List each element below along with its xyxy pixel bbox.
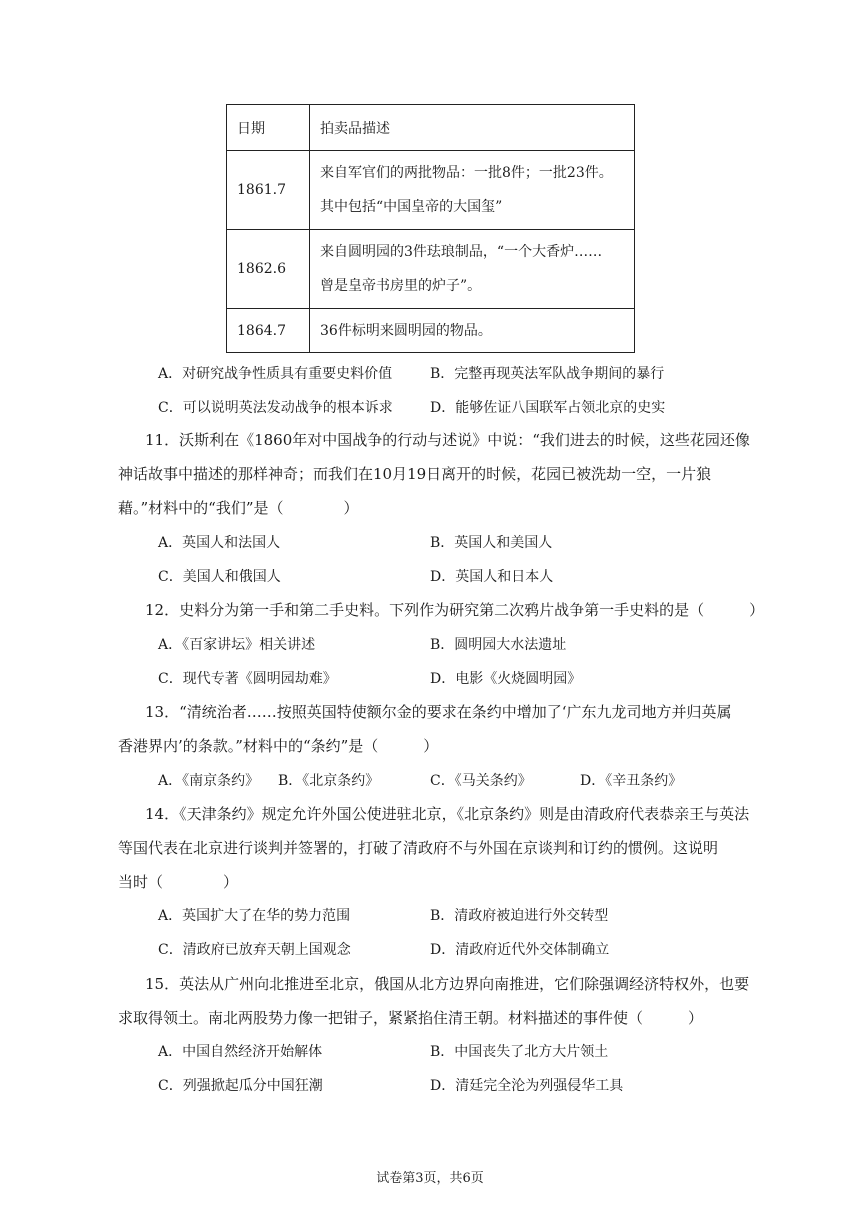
- q11-stem-line: 神话故事中描述的那样神奇；而我们在10月19日离开的时候，花园已被洗劫一空，一片狼: [118, 465, 712, 483]
- q12-option-a: A．《百家讲坛》相关讲述: [158, 637, 316, 653]
- table-cell-description: [310, 309, 635, 353]
- q14-stem-line: 当时（ ）: [118, 873, 239, 891]
- q11-option-d: D．英国人和日本人: [430, 569, 554, 585]
- q15-stem-line: 求取得领土。南北两股势力像一把钳子，紧紧掐住清王朝。材料描述的事件使（ ）: [118, 1009, 704, 1027]
- cell-text-line: 曾是皇帝书房里的炉子”。: [320, 278, 482, 294]
- q12-option-d: D．电影《火烧圆明园》: [430, 671, 582, 687]
- q12-stem-line: 12．史料分为第一手和第二手史料。下列作为研究第二次鸦片战争第一手史料的是（ ）: [145, 601, 765, 619]
- q13-stem-line: 香港界内’的条款。”材料中的“条约”是（ ）: [118, 737, 439, 755]
- q11-stem-line: 藉。”材料中的“我们”是（ ）: [118, 499, 359, 517]
- table-cell-description: [310, 151, 635, 230]
- q13-option-c: C．《马关条约》: [430, 773, 532, 789]
- cell-text-line: 来自军官们的两批物品：一批8件；一批23件。: [320, 165, 613, 181]
- q14-stem-line: 14．《天津条约》规定允许外国公使进驻北京，《北京条约》则是由清政府代表恭亲王与英法: [145, 805, 750, 823]
- table-row: [227, 151, 635, 230]
- cell-text-line: 来自圆明园的3件珐琅制品，“一个大香炉……: [320, 244, 603, 260]
- q10-option-c: C．可以说明英法发动战争的根本诉求: [158, 400, 393, 416]
- q11-option-c: C．美国人和俄国人: [158, 569, 281, 585]
- q11-option-a: A．英国人和法国人: [158, 535, 281, 551]
- q11-option-b: B．英国人和美国人: [430, 535, 553, 551]
- table-header-row: [227, 105, 635, 151]
- q13-option-d: D．《辛丑条约》: [580, 773, 683, 789]
- table-header-date: 日期: [227, 105, 310, 151]
- table-cell-date: 1861.7: [227, 151, 310, 230]
- q13-stem-line: 13．“清统治者……按照英国特使额尔金的要求在条约中增加了‘广东九龙司地方并归英属: [145, 703, 732, 721]
- q10-option-d: D．能够佐证八国联军占领北京的史实: [430, 400, 666, 416]
- table-row: [227, 230, 635, 309]
- q15-option-a: A．中国自然经济开始解体: [158, 1044, 323, 1060]
- q14-option-a: A．英国扩大了在华的势力范围: [158, 908, 351, 924]
- table-header-description: 拍卖品描述: [310, 105, 635, 151]
- q14-option-b: B．清政府被迫进行外交转型: [430, 908, 609, 924]
- q15-option-b: B．中国丧失了北方大片领土: [430, 1044, 609, 1060]
- table-row: [227, 309, 635, 353]
- q10-option-b: B．完整再现英法军队战争期间的暴行: [430, 366, 665, 382]
- q12-option-c: C．现代专著《圆明园劫难》: [158, 671, 337, 687]
- q14-option-c: C．清政府已放弃天朝上国观念: [158, 942, 351, 958]
- page-footer: 试卷第3页，共6页: [376, 1171, 484, 1186]
- cell-text-line: 36件标明来圆明园的物品。: [320, 322, 492, 339]
- table-cell-date: 1864.7: [227, 309, 310, 353]
- table-cell-date: 1862.6: [227, 230, 310, 309]
- q10-option-a: A．对研究战争性质具有重要史料价值: [158, 366, 393, 382]
- q14-stem-line: 等国代表在北京进行谈判并签署的，打破了清政府不与外国在京谈判和订约的惯例。这说明: [118, 839, 719, 857]
- q12-option-b: B．圆明园大水法遗址: [430, 637, 567, 653]
- q13-option-a: A．《南京条约》: [158, 773, 260, 789]
- table-cell-description: [310, 230, 635, 309]
- q15-option-c: C．列强掀起瓜分中国狂潮: [158, 1078, 323, 1094]
- q15-stem-line: 15．英法从广州向北推进至北京，俄国从北方边界向南推进，它们除强调经济特权外，也要: [145, 975, 750, 993]
- auction-table: [226, 104, 635, 353]
- q11-stem-line: 11．沃斯利在《1860年对中国战争的行动与述说》中说：“我们进去的时候，这些花园还像: [145, 431, 750, 449]
- cell-text-line: 其中包括“中国皇帝的大国玺”: [320, 199, 503, 215]
- q13-option-b: B．《北京条约》: [278, 773, 380, 789]
- q14-option-d: D．清政府近代外交体制确立: [430, 942, 610, 958]
- q15-option-d: D．清廷完全沦为列强侵华工具: [430, 1078, 624, 1094]
